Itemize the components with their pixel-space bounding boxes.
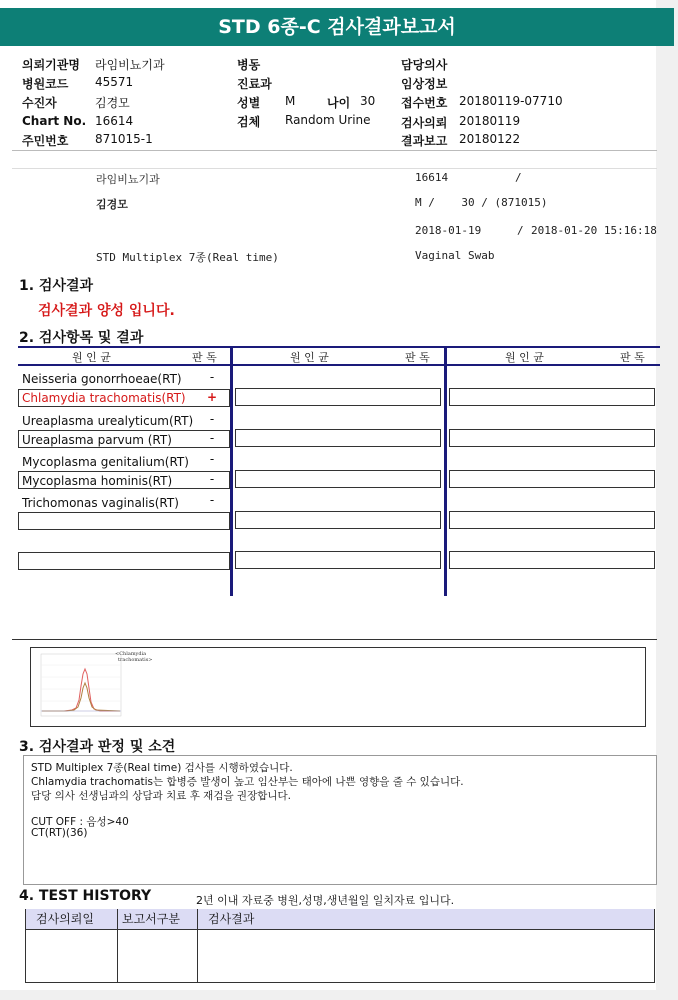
item-label: Ureaplasma urealyticum(RT) — [22, 414, 194, 428]
overlay-slash: / — [515, 171, 522, 184]
specimen-value: Random Urine — [285, 113, 371, 127]
overlay-chart: 16614 — [415, 171, 449, 184]
item-label: Neisseria gonorrhoeae(RT) — [22, 372, 182, 386]
history-col-divider — [117, 909, 118, 983]
item-label-positive: Chlamydia trachomatis(RT) — [22, 391, 186, 405]
item-label: Mycoplasma hominis(RT) — [22, 474, 173, 488]
item-label: Mycoplasma genitalium(RT) — [22, 455, 189, 469]
section4-title: 4. TEST HISTORY — [19, 888, 152, 904]
comment-line: CUT OFF : 음성>40 — [31, 816, 129, 828]
report-value: 20180122 — [459, 132, 521, 146]
dept-label: 진료과 — [237, 77, 272, 91]
resident-label: 주민번호 — [22, 134, 69, 148]
overlay-sex-age: M / 30 / (871015) — [415, 196, 548, 209]
item-result: - — [209, 370, 215, 384]
items-table-header-rule — [18, 364, 660, 366]
col-organism-3: 원 인 균 — [505, 351, 544, 364]
empty-item-box — [449, 429, 655, 447]
graph-divider — [12, 639, 657, 640]
empty-item-box — [235, 429, 441, 447]
history-col-result: 검사결과 — [198, 909, 654, 929]
section3-title: 3. 검사결과 판정 및 소견 — [19, 739, 176, 755]
amplification-graph — [34, 650, 124, 722]
receipt-value: 20180119-07710 — [459, 94, 563, 108]
clinical-label: 임상정보 — [401, 77, 448, 91]
chart-label: Chart No. — [22, 114, 87, 128]
empty-item-box — [235, 470, 441, 488]
institution-value: 라임비뇨기과 — [95, 58, 165, 72]
history-header-rule — [25, 929, 655, 930]
column-divider-1 — [230, 348, 233, 596]
empty-item-box — [235, 388, 441, 406]
empty-item-box — [449, 388, 655, 406]
col-result-1: 판 독 — [192, 351, 217, 364]
comment-line: Chlamydia trachomatis는 합병증 발생이 높고 임산부는 태아에 나쁜 영향을 줄 수 있습니다. — [31, 776, 464, 788]
report-label: 결과보고 — [401, 134, 448, 148]
graph-legend-line1: <Chlamydia — [115, 651, 147, 657]
overlay-patient: 김경모 — [96, 198, 128, 211]
empty-item-box — [18, 512, 230, 530]
specimen-label: 검체 — [237, 115, 261, 129]
history-col-report-type: 보고서구분 — [118, 909, 197, 929]
patient-label: 수진자 — [22, 96, 57, 110]
overlay-date-to: 2018-01-20 15:16:18 — [531, 224, 657, 237]
info-divider — [12, 150, 657, 151]
result-summary: 검사결과 양성 입니다. — [38, 303, 175, 319]
section1-title: 1. 검사결과 — [19, 278, 94, 294]
hospital-code-label: 병원코드 — [22, 77, 69, 91]
chart-value: 16614 — [95, 114, 134, 128]
empty-item-box — [235, 511, 441, 529]
items-table-top-rule — [18, 346, 660, 348]
item-label: Ureaplasma parvum (RT) — [22, 433, 172, 447]
item-result: - — [209, 452, 215, 466]
overlay-test-name: STD Multiplex 7종(Real time) — [96, 251, 279, 264]
empty-item-box — [449, 470, 655, 488]
ward-label: 병동 — [237, 58, 261, 72]
request-value: 20180119 — [459, 114, 521, 128]
item-result: - — [209, 412, 215, 426]
overlay-clinic: 라임비뇨기과 — [96, 173, 160, 186]
item-label: Trichomonas vaginalis(RT) — [22, 496, 179, 510]
col-organism-2: 원 인 균 — [290, 351, 329, 364]
overlay-specimen: Vaginal Swab — [415, 249, 495, 262]
item-result: - — [209, 431, 215, 445]
col-result-3: 판 독 — [620, 351, 645, 364]
item-result: - — [209, 493, 215, 507]
age-label: 나이 — [327, 96, 351, 110]
empty-item-box — [449, 551, 655, 569]
empty-item-box — [449, 511, 655, 529]
section2-title: 2. 검사항목 및 결과 — [19, 330, 144, 346]
graph-legend-line2: trachomatis> — [118, 657, 153, 663]
item-result-positive: + — [207, 390, 218, 404]
request-label: 검사의뢰 — [401, 116, 448, 130]
column-divider-2 — [444, 348, 447, 596]
comment-line: 담당 의사 선생님과의 상담과 치료 후 재검을 권장합니다. — [31, 790, 291, 802]
col-organism-1: 원 인 균 — [72, 351, 111, 364]
patient-value: 김경모 — [95, 96, 130, 110]
history-col-request-date: 검사의뢰일 — [26, 909, 117, 929]
age-value: 30 — [360, 94, 376, 108]
overlay-date-from: 2018-01-19 — [415, 224, 482, 237]
sex-label: 성별 — [237, 96, 261, 110]
graph-legend — [115, 651, 153, 663]
comment-line: STD Multiplex 7종(Real time) 검사를 시행하였습니다. — [31, 762, 293, 774]
overlay-divider — [12, 168, 657, 169]
item-result: - — [209, 472, 215, 486]
sex-value: M — [285, 94, 296, 108]
empty-item-box — [18, 552, 230, 570]
receipt-label: 접수번호 — [401, 96, 448, 110]
empty-item-box — [235, 551, 441, 569]
report-title: STD 6종-C 검사결과보고서 — [0, 8, 674, 46]
history-note: 2년 이내 자료중 병원,성명,생년월일 일치자료 입니다. — [196, 894, 455, 907]
resident-value: 871015-1 — [95, 132, 153, 146]
comment-line: CT(RT)(36) — [31, 827, 88, 839]
hospital-code-value: 45571 — [95, 75, 134, 89]
history-col-divider — [197, 909, 198, 983]
institution-label: 의뢰기관명 — [22, 58, 80, 72]
col-result-2: 판 독 — [405, 351, 430, 364]
doctor-label: 담당의사 — [401, 58, 448, 72]
overlay-date-sep: / — [517, 224, 524, 237]
